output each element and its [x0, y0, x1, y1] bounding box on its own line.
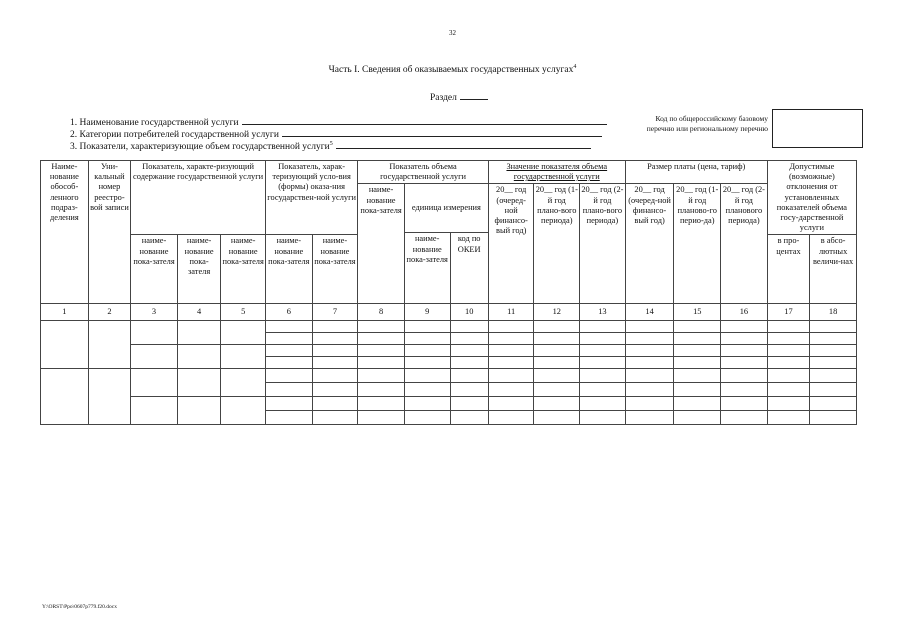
table-cell[interactable]	[404, 383, 450, 397]
column-number: 13	[580, 304, 626, 321]
table-cell[interactable]	[177, 397, 221, 425]
service-name-label: 1. Наименование государственной услуги	[70, 118, 239, 128]
table-cell[interactable]	[131, 345, 178, 369]
table-cell[interactable]	[488, 397, 534, 411]
table-cell[interactable]	[810, 357, 857, 369]
table-cell[interactable]	[41, 369, 89, 425]
header-form-ind-1: наиме-нование пока-зателя	[265, 235, 312, 304]
table-cell[interactable]	[810, 333, 857, 345]
table-cell[interactable]	[131, 369, 178, 397]
table-cell[interactable]	[312, 357, 358, 369]
column-number: 12	[534, 304, 580, 321]
table-cell[interactable]	[625, 321, 674, 333]
table-cell[interactable]	[721, 345, 768, 357]
header-pay-second-plan-year: 20__ год (2-й год планового периода)	[721, 184, 768, 304]
table-cell[interactable]	[312, 397, 358, 411]
header-value-first-plan-year: 20__ год (1-й год плано-вого периода)	[534, 184, 580, 304]
table-cell[interactable]	[312, 333, 358, 345]
column-number: 2	[88, 304, 131, 321]
column-number: 1	[41, 304, 89, 321]
table-cell[interactable]	[358, 397, 405, 411]
table-cell[interactable]	[488, 369, 534, 383]
column-number: 5	[221, 304, 266, 321]
table-cell[interactable]	[674, 369, 721, 383]
column-number: 10	[450, 304, 488, 321]
table-row	[41, 369, 857, 383]
table-cell[interactable]	[534, 333, 580, 345]
column-number: 17	[767, 304, 810, 321]
column-number: 8	[358, 304, 405, 321]
table-cell[interactable]	[177, 369, 221, 397]
header-content-ind-3: наиме-нование пока-зателя	[221, 235, 266, 304]
table-cell[interactable]	[721, 333, 768, 345]
table-cell[interactable]	[625, 345, 674, 357]
table-cell[interactable]	[358, 345, 405, 357]
table-cell[interactable]	[721, 369, 768, 383]
table-cell[interactable]	[265, 333, 312, 345]
table-cell[interactable]	[721, 383, 768, 397]
volume-indicators-label: 3. Показатели, характеризующие объем государственной услуги	[70, 142, 330, 152]
table-cell[interactable]	[312, 369, 358, 383]
table-cell[interactable]	[177, 345, 221, 369]
table-cell[interactable]	[312, 383, 358, 397]
column-number: 18	[810, 304, 857, 321]
table-cell[interactable]	[450, 345, 488, 357]
table-cell[interactable]	[404, 411, 450, 425]
table-cell[interactable]	[767, 411, 810, 425]
table-cell[interactable]	[88, 321, 131, 369]
table-cell[interactable]	[767, 345, 810, 357]
table-cell[interactable]	[674, 357, 721, 369]
table-cell[interactable]	[488, 333, 534, 345]
table-cell[interactable]	[534, 357, 580, 369]
table-cell[interactable]	[580, 333, 626, 345]
table-cell[interactable]	[625, 383, 674, 397]
table-cell[interactable]	[265, 321, 312, 333]
table-cell[interactable]	[767, 321, 810, 333]
table-row	[41, 321, 857, 333]
table-cell[interactable]	[674, 333, 721, 345]
table-cell[interactable]	[625, 411, 674, 425]
table-cell[interactable]	[488, 345, 534, 357]
table-cell[interactable]	[625, 397, 674, 411]
column-number: 6	[265, 304, 312, 321]
table-cell[interactable]	[625, 357, 674, 369]
table-cell[interactable]	[358, 383, 405, 397]
header-content-indicator: Показатель, характе-ризующий содержание государственной услуги	[131, 161, 266, 235]
table-cell[interactable]	[625, 333, 674, 345]
table-cell[interactable]	[721, 357, 768, 369]
table-cell[interactable]	[450, 383, 488, 397]
consumer-category-label: 2. Категории потребителей государственной услуги	[70, 130, 279, 140]
table-cell[interactable]	[810, 397, 857, 411]
column-number: 9	[404, 304, 450, 321]
column-number: 7	[312, 304, 358, 321]
table-cell[interactable]	[131, 321, 178, 345]
table-cell[interactable]	[534, 411, 580, 425]
table-cell[interactable]	[358, 321, 405, 333]
table-row	[41, 345, 857, 357]
header-deviation-percent: в про-центах	[767, 235, 810, 304]
table-cell[interactable]	[404, 397, 450, 411]
header-value-second-plan-year: 20__ год (2-й год плано-вого периода)	[580, 184, 626, 304]
service-name-blank[interactable]	[242, 115, 607, 125]
title-text: Часть I. Сведения об оказываемых государственных услугах	[328, 65, 574, 76]
table-cell[interactable]	[450, 411, 488, 425]
table-cell[interactable]	[767, 369, 810, 383]
table-cell[interactable]	[450, 333, 488, 345]
table-cell[interactable]	[580, 383, 626, 397]
table-cell[interactable]	[674, 383, 721, 397]
table-cell[interactable]	[265, 357, 312, 369]
table-cell[interactable]	[534, 345, 580, 357]
table-cell[interactable]	[358, 411, 405, 425]
section-field	[430, 90, 488, 103]
header-volume-value: Значение показателя объема государственной услуги	[488, 161, 625, 184]
table-cell[interactable]	[131, 397, 178, 425]
table-cell[interactable]	[534, 383, 580, 397]
column-number: 15	[674, 304, 721, 321]
header-value-next-year: 20__ год (очеред-ной финансо-вый год)	[488, 184, 534, 304]
table-cell[interactable]	[721, 411, 768, 425]
header-volume-indicator: Показатель объема государственной услуги	[358, 161, 489, 184]
table-cell[interactable]	[810, 369, 857, 383]
table-cell[interactable]	[404, 369, 450, 383]
section-blank[interactable]	[460, 90, 488, 100]
column-number: 3	[131, 304, 178, 321]
table-cell[interactable]	[358, 357, 405, 369]
table-cell[interactable]	[625, 369, 674, 383]
table-cell[interactable]	[580, 369, 626, 383]
column-number: 14	[625, 304, 674, 321]
page-number: 32	[449, 29, 456, 37]
table-cell[interactable]	[221, 345, 266, 369]
code-label: Код по общероссийскому базовому перечню или региональному перечню	[646, 114, 768, 133]
volume-footnote: 5	[329, 140, 333, 147]
table-cell[interactable]	[404, 357, 450, 369]
table-cell[interactable]	[810, 321, 857, 333]
volume-indicators-line	[70, 139, 591, 152]
header-content-ind-2: наиме-нование пока-зателя	[177, 235, 221, 304]
column-number-row	[41, 304, 857, 321]
table-cell[interactable]	[265, 397, 312, 411]
table-cell[interactable]	[674, 411, 721, 425]
table-cell[interactable]	[534, 321, 580, 333]
table-cell[interactable]	[312, 345, 358, 357]
table-cell[interactable]	[221, 321, 266, 345]
table-row	[41, 397, 857, 411]
header-content-ind-1: наиме-нование пока-зателя	[131, 235, 178, 304]
table-cell[interactable]	[88, 369, 131, 425]
table-cell[interactable]	[221, 369, 266, 397]
title-footnote: 4	[573, 64, 577, 70]
header-unit: единица измерения	[404, 184, 488, 233]
table-cell[interactable]	[810, 411, 857, 425]
volume-indicators-blank[interactable]	[336, 139, 591, 149]
table-cell[interactable]	[767, 333, 810, 345]
header-unit-name: наиме-нование пока-зателя	[404, 233, 450, 304]
table-cell[interactable]	[404, 321, 450, 333]
table-cell[interactable]	[767, 383, 810, 397]
header-deviation-absolute: в абсо-лютных величи-нах	[810, 235, 857, 304]
table-cell[interactable]	[580, 321, 626, 333]
page-title	[0, 64, 905, 75]
header-volume-indicator-name: наиме-нование пока-зателя	[358, 184, 405, 304]
table-cell[interactable]	[580, 357, 626, 369]
table-cell[interactable]	[488, 411, 534, 425]
table-cell[interactable]	[312, 321, 358, 333]
table-cell[interactable]	[810, 345, 857, 357]
section-label: Раздел	[430, 93, 457, 103]
table-cell[interactable]	[810, 383, 857, 397]
table-cell[interactable]	[674, 321, 721, 333]
column-number: 11	[488, 304, 534, 321]
code-box[interactable]	[772, 109, 863, 148]
table-cell[interactable]	[312, 411, 358, 425]
table-cell[interactable]	[580, 397, 626, 411]
header-subdivision: Наиме-нование обособ-ленного подраз-деления	[41, 161, 89, 304]
table-cell[interactable]	[674, 345, 721, 357]
table-cell[interactable]	[674, 397, 721, 411]
table-cell[interactable]	[767, 357, 810, 369]
table-cell[interactable]	[450, 357, 488, 369]
table-cell[interactable]	[265, 411, 312, 425]
table-cell[interactable]	[534, 369, 580, 383]
table-cell[interactable]	[488, 321, 534, 333]
table-cell[interactable]	[358, 369, 405, 383]
table-cell[interactable]	[450, 321, 488, 333]
table-cell[interactable]	[767, 397, 810, 411]
header-registry-number: Уни-кальный номер реестро-вой записи	[88, 161, 131, 304]
table-cell[interactable]	[221, 397, 266, 425]
column-number: 4	[177, 304, 221, 321]
header-form-ind-2: наиме-нование пока-зателя	[312, 235, 358, 304]
header-deviations: Допустимые (возможные) отклонения от установленных показателей объема госу-дарственной услуги	[767, 161, 856, 235]
services-table	[40, 160, 857, 425]
table-cell[interactable]	[580, 345, 626, 357]
header-okei-code: код по ОКЕИ	[450, 233, 488, 304]
table-cell[interactable]	[580, 411, 626, 425]
header-pay-first-plan-year: 20__ год (1-й год планово-го перио-да)	[674, 184, 721, 304]
table-cell[interactable]	[721, 321, 768, 333]
column-number: 16	[721, 304, 768, 321]
table-cell[interactable]	[721, 397, 768, 411]
table-cell[interactable]	[41, 321, 89, 369]
table-cell[interactable]	[265, 345, 312, 357]
table-cell[interactable]	[404, 333, 450, 345]
table-cell[interactable]	[450, 397, 488, 411]
table-cell[interactable]	[450, 369, 488, 383]
header-form-indicator: Показатель, харак-теризующий усло-вия (формы) оказа-ния государствен-ной услуги	[265, 161, 357, 235]
table-cell[interactable]	[177, 321, 221, 345]
file-path-footer: Y:\ORST\Ppo\0607p779.f20.docx	[42, 604, 117, 610]
consumer-category-blank[interactable]	[282, 127, 602, 137]
header-pay-next-year: 20__ год (очеред-ной финансо-вый год)	[625, 184, 674, 304]
table-cell[interactable]	[534, 397, 580, 411]
table-cell[interactable]	[488, 383, 534, 397]
table-cell[interactable]	[265, 369, 312, 383]
table-cell[interactable]	[265, 383, 312, 397]
header-payment: Размер платы (цена, тариф)	[625, 161, 767, 184]
table-cell[interactable]	[358, 333, 405, 345]
table-cell[interactable]	[404, 345, 450, 357]
table-cell[interactable]	[488, 357, 534, 369]
